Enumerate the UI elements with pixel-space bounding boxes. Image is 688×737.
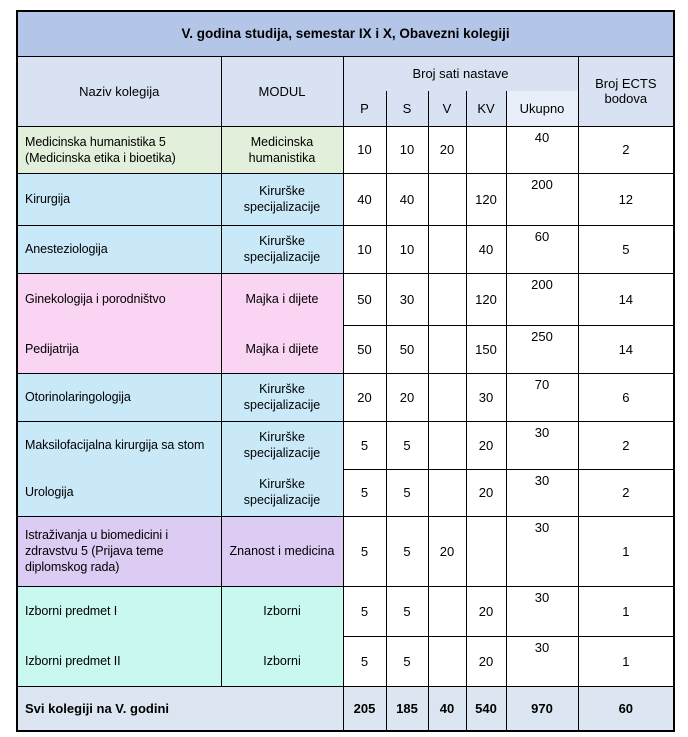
cell-ects: 2 [578,469,674,516]
cell-s: 5 [386,469,428,516]
cell-kv: 20 [466,636,506,686]
course-table [16,10,675,732]
total-row [17,686,674,731]
cell-ects: 1 [578,516,674,586]
cell-course-name: Istraživanja u biomedicini i zdravstvu 5 (Prijava teme diplomskog rada) [17,516,221,586]
cell-v [428,586,466,636]
cell-s: 20 [386,373,428,421]
cell-modul: Kirurške specijalizacije [221,421,343,469]
cell-modul: Kirurške specijalizacije [221,373,343,421]
table-row [17,469,674,516]
cell-v: 20 [428,126,466,173]
cell-ects: 2 [578,421,674,469]
cell-v [428,225,466,273]
cell-kv: 120 [466,173,506,225]
cell-modul: Kirurške specijalizacije [221,469,343,516]
cell-ects: 12 [578,173,674,225]
cell-p: 5 [343,421,386,469]
cell-p: 50 [343,325,386,373]
cell-course-name: Izborni predmet I [17,586,221,636]
table-row [17,421,674,469]
cell-p: 10 [343,126,386,173]
cell-ukupno: 30 [506,516,578,586]
cell-course-name: Izborni predmet II [17,636,221,686]
cell-v [428,273,466,325]
cell-v: 20 [428,516,466,586]
cell-modul: Znanost i medicina [221,516,343,586]
cell-course-name: Medicinska humanistika 5 (Medicinska etika i bioetika) [17,126,221,173]
cell-kv: 20 [466,586,506,636]
total-p: 205 [343,686,386,731]
cell-course-name: Kirurgija [17,173,221,225]
col-header-broj-sati-nastave: Broj sati nastave [343,56,578,91]
col-header-p: P [343,91,386,126]
cell-v [428,469,466,516]
cell-kv: 40 [466,225,506,273]
col-header-ukupno: Ukupno [506,91,578,126]
cell-kv [466,126,506,173]
table-row [17,636,674,686]
cell-s: 5 [386,636,428,686]
cell-s: 10 [386,126,428,173]
cell-v [428,421,466,469]
cell-kv [466,516,506,586]
cell-kv: 120 [466,273,506,325]
cell-course-name: Ginekologija i porodništvo [17,273,221,325]
col-header-kv: KV [466,91,506,126]
cell-v [428,636,466,686]
cell-v [428,173,466,225]
cell-modul: Izborni [221,636,343,686]
cell-course-name: Maksilofacijalna kirurgija sa stom [17,421,221,469]
cell-ukupno: 60 [506,225,578,273]
total-v: 40 [428,686,466,731]
cell-s: 30 [386,273,428,325]
total-label: Svi kolegiji na V. godini [17,686,343,731]
cell-ukupno: 30 [506,636,578,686]
cell-s: 40 [386,173,428,225]
cell-p: 40 [343,173,386,225]
cell-p: 20 [343,373,386,421]
cell-p: 5 [343,516,386,586]
cell-modul: Majka i dijete [221,325,343,373]
col-header-modul: MODUL [221,56,343,126]
cell-ukupno: 30 [506,586,578,636]
cell-course-name: Pedijatrija [17,325,221,373]
cell-kv: 150 [466,325,506,373]
cell-s: 5 [386,516,428,586]
total-ukupno: 970 [506,686,578,731]
cell-kv: 30 [466,373,506,421]
cell-ukupno: 200 [506,273,578,325]
table-row [17,516,674,586]
table-row [17,225,674,273]
col-header-naziv-kolegija: Naziv kolegija [17,56,221,126]
cell-modul: Izborni [221,586,343,636]
total-ects: 60 [578,686,674,731]
cell-p: 5 [343,469,386,516]
cell-kv: 20 [466,421,506,469]
cell-p: 5 [343,636,386,686]
cell-v [428,373,466,421]
cell-kv: 20 [466,469,506,516]
cell-ects: 14 [578,325,674,373]
col-header-s: S [386,91,428,126]
cell-modul: Medicinska humanistika [221,126,343,173]
cell-modul: Kirurške specijalizacije [221,225,343,273]
cell-modul: Kirurške specijalizacije [221,173,343,225]
table-row [17,273,674,325]
cell-ukupno: 250 [506,325,578,373]
cell-ects: 14 [578,273,674,325]
table-row [17,325,674,373]
cell-ukupno: 40 [506,126,578,173]
cell-course-name: Urologija [17,469,221,516]
cell-ects: 1 [578,636,674,686]
title-row [17,11,674,56]
table-row [17,173,674,225]
cell-ects: 2 [578,126,674,173]
col-header-v: V [428,91,466,126]
cell-ects: 6 [578,373,674,421]
cell-p: 10 [343,225,386,273]
cell-course-name: Anesteziologija [17,225,221,273]
table-row [17,586,674,636]
table-row [17,373,674,421]
cell-ukupno: 30 [506,421,578,469]
cell-s: 5 [386,421,428,469]
cell-course-name: Otorinolaringologija [17,373,221,421]
total-kv: 540 [466,686,506,731]
cell-s: 50 [386,325,428,373]
table-row [17,126,674,173]
cell-ukupno: 30 [506,469,578,516]
cell-ukupno: 200 [506,173,578,225]
total-s: 185 [386,686,428,731]
cell-v [428,325,466,373]
cell-ects: 1 [578,586,674,636]
cell-s: 5 [386,586,428,636]
cell-ects: 5 [578,225,674,273]
table-title: V. godina studija, semestar IX i X, Obavezni kolegiji [17,11,674,56]
cell-s: 10 [386,225,428,273]
cell-p: 50 [343,273,386,325]
cell-ukupno: 70 [506,373,578,421]
cell-modul: Majka i dijete [221,273,343,325]
header-row-group [17,56,674,91]
cell-p: 5 [343,586,386,636]
col-header-broj-ects-bodova: Broj ECTS bodova [578,56,674,126]
